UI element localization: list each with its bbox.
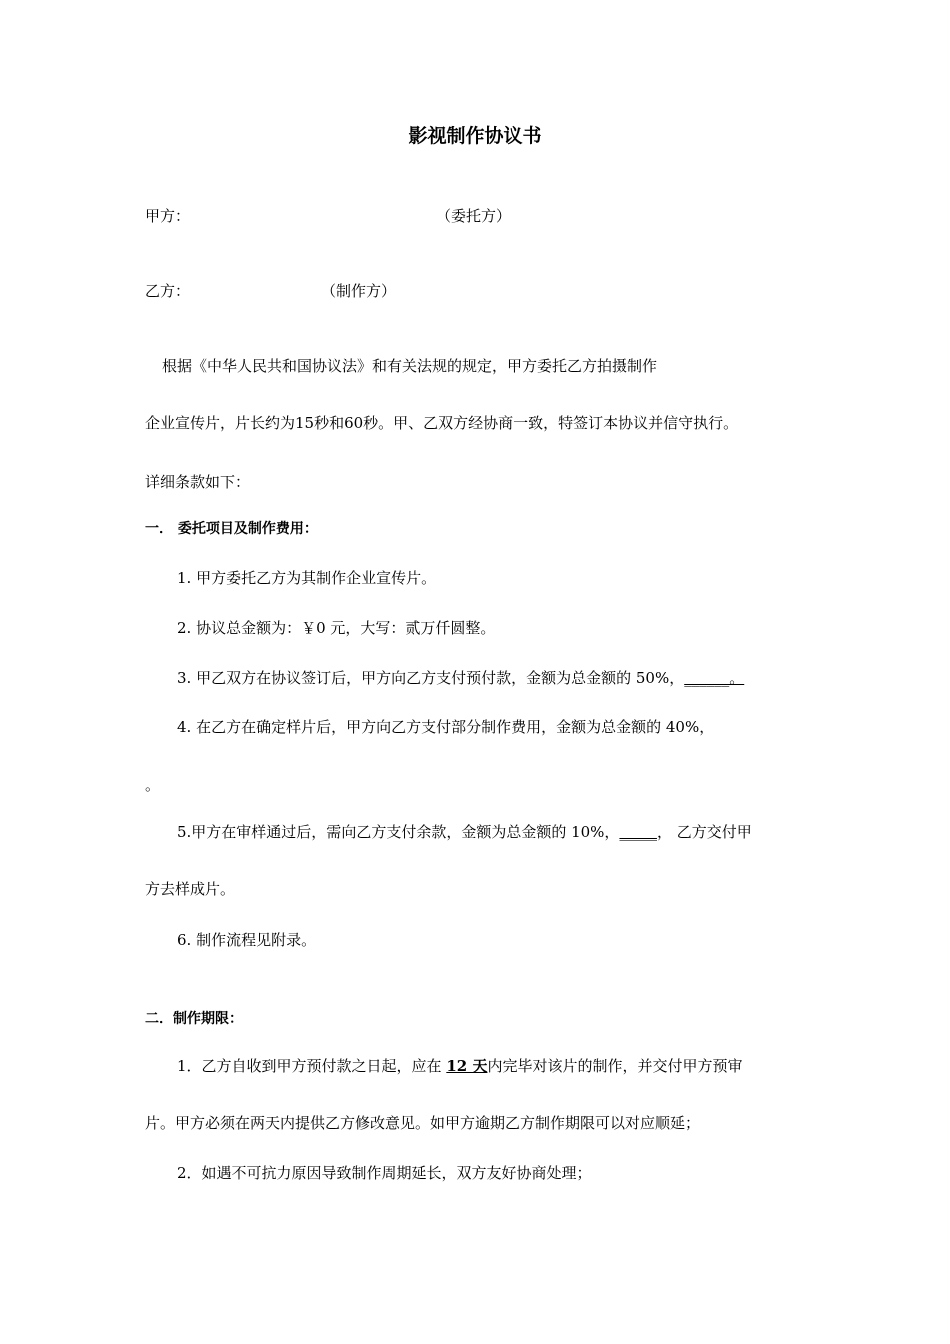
party-b-role: （制作方） <box>321 282 397 300</box>
section-1-item-3-text: 3. 甲乙双方在协议签订后，甲方向乙方支付预付款，金额为总金额的 50%， <box>177 669 685 687</box>
party-a-role: （委托方） <box>436 207 512 225</box>
section-1-item-5-blank: _____ <box>619 823 657 841</box>
section-1-item-4: 4. 在乙方在确定样片后，甲方向乙方支付部分制作费用，金额为总金额的 40%， <box>177 718 715 736</box>
section-1-item-4-continuation: 。 <box>145 776 161 794</box>
intro-line-2: 企业宣传片，片长约为15秒和60秒。甲、乙双方经协商一致，特签订本协议并信守执行。 <box>145 414 739 432</box>
section-1-item-5-post: ， 乙方交付甲 <box>656 823 752 841</box>
section-2-item-1-pre: 1．乙方自收到甲方预付款之日起，应在 <box>177 1057 447 1075</box>
section-1-item-5 <box>177 822 752 842</box>
section-2-item-1-continuation: 片。甲方必须在两天内提供乙方修改意见。如甲方逾期乙方制作期限可以对应顺延； <box>145 1114 701 1132</box>
intro-line-3: 详细条款如下： <box>145 473 251 491</box>
section-1-item-3 <box>177 668 744 688</box>
section-1-item-3-blank: ______。 <box>684 669 745 687</box>
section-2-item-1 <box>177 1056 742 1076</box>
party-b-label: 乙方： <box>145 282 191 300</box>
section-1-item-2: 2. 协议总金额为：￥0 元，大写：贰万仟圆整。 <box>177 619 496 637</box>
section-1-item-1: 1. 甲方委托乙方为其制作企业宣传片。 <box>177 569 437 587</box>
document-title: 影视制作协议书 <box>408 125 542 147</box>
section-1-item-6: 6. 制作流程见附录。 <box>177 931 317 949</box>
section-1-item-5-continuation: 方去样成片。 <box>145 880 236 898</box>
party-a-label: 甲方： <box>145 207 191 225</box>
section-2-item-2: 2．如遇不可抗力原因导致制作周期延长，双方友好协商处理； <box>177 1164 592 1182</box>
section-2-item-1-post: 内完毕对该片的制作，并交付甲方预审 <box>487 1057 743 1075</box>
section-1-heading: 一． 委托项目及制作费用： <box>145 521 318 537</box>
section-2-item-1-days: 12 天 <box>446 1057 488 1075</box>
section-2-heading: 二．制作期限： <box>145 1011 243 1027</box>
section-1-item-5-pre: 5.甲方在审样通过后，需向乙方支付余款，金额为总金额的 10%， <box>177 823 620 841</box>
intro-line-1: 根据《中华人民共和国协议法》和有关法规的规定，甲方委托乙方拍摄制作 <box>162 357 658 375</box>
